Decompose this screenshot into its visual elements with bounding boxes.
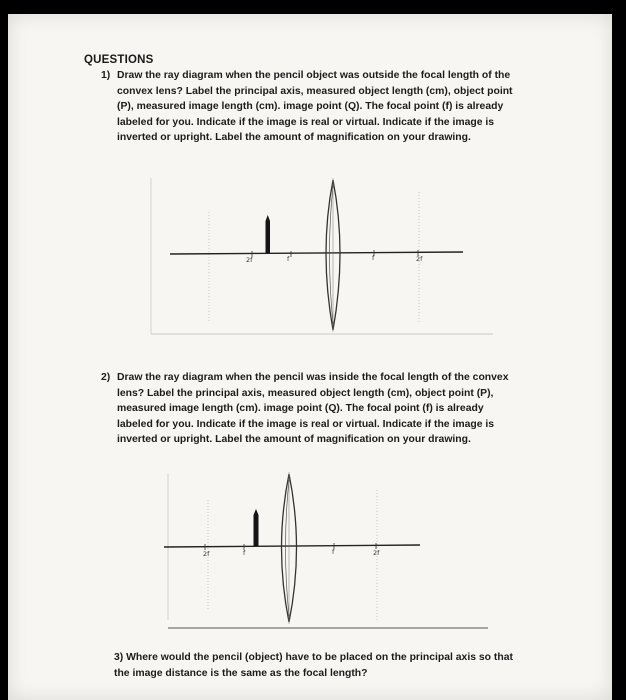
- question-line: lens? Label the principal axis, measured object length (cm), object point (P),: [117, 387, 494, 399]
- pencil-object: [266, 221, 271, 253]
- question-line: inverted or upright. Label the amount of magnification on your drawing.: [117, 132, 471, 144]
- principal-axis: [170, 252, 463, 254]
- question-line: inverted or upright. Label the amount of magnification on your drawing.: [117, 434, 471, 446]
- principal-axis: [164, 545, 420, 547]
- question-line: convex lens? Label the principal axis, measured object length (cm), object point: [117, 85, 513, 97]
- page-heading: QUESTIONS: [84, 54, 154, 66]
- question-line: (P), measured image length (cm). image point (Q). The focal point (f) is already: [117, 101, 504, 113]
- question-line: labeled for you. Indicate if the image is real or virtual. Indicate if the image is: [117, 116, 495, 128]
- question-text: [114, 650, 513, 681]
- lens-inner-line: [286, 480, 290, 616]
- lens-diagram-2[interactable]: [162, 470, 492, 632]
- pencil-tip: [266, 215, 271, 221]
- label-f-right: f: [332, 548, 335, 556]
- label-2f-right: 2f: [416, 255, 423, 263]
- label-2f-left: 2f: [203, 550, 210, 558]
- pencil-object: [254, 515, 259, 546]
- label-f-right: f: [372, 254, 375, 262]
- label-2f-right: 2f: [373, 549, 380, 557]
- question-line: 3) Where would the pencil (object) have to be placed on the principal axis so that: [114, 652, 513, 663]
- question-line: labeled for you. Indicate if the image is real or virtual. Indicate if the image is: [117, 418, 495, 430]
- question-number: 2): [101, 372, 111, 383]
- lens-inner-line: [330, 186, 334, 324]
- question-number: 1): [101, 70, 111, 81]
- question-line: Draw the ray diagram when the pencil object was outside the focal length of the: [117, 70, 511, 81]
- label-f-left: f: [243, 549, 246, 557]
- question-text: [117, 68, 513, 146]
- question-line: the image distance is the same as the focal length?: [114, 667, 368, 679]
- question-line: Draw the ray diagram when the pencil was inside the focal length of the convex: [117, 372, 509, 383]
- label-f-left: f: [287, 255, 290, 263]
- question-text: [117, 370, 508, 448]
- pencil-tip: [254, 509, 259, 515]
- label-2f-left: 2f: [246, 256, 253, 264]
- lens-diagram-1[interactable]: [145, 172, 497, 340]
- question-line: measured image length (cm). image point (Q). The focal point (f) is already: [117, 403, 484, 415]
